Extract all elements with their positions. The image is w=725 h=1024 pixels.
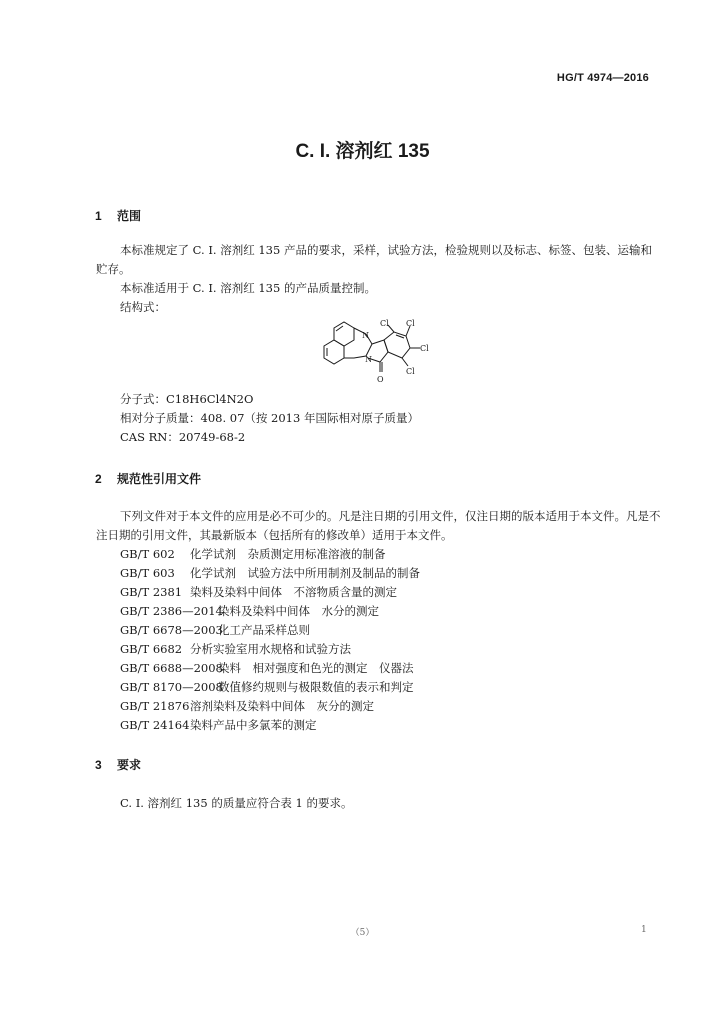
chemical-structure xyxy=(322,318,432,386)
reference-list xyxy=(120,545,420,735)
reference-code: GB/T 8170—2008 xyxy=(120,680,223,694)
reference-title: 染料及染料中间体 水分的测定 xyxy=(218,604,379,618)
document-title: C. I. 溶剂红 135 xyxy=(295,141,430,162)
formula-value: C18H6Cl4N2O xyxy=(166,392,254,406)
section-title: 范围 xyxy=(117,209,142,223)
reference-title: 染料及染料中间体 不溶物质含量的测定 xyxy=(190,585,397,599)
reference-title: 化学试剂 试验方法中所用制剂及制品的制备 xyxy=(190,566,420,580)
atom-o: O xyxy=(377,375,384,384)
atom-n-2: N xyxy=(365,355,372,364)
reference-title: 化学试剂 杂质测定用标准溶液的制备 xyxy=(190,547,386,561)
reference-item xyxy=(120,602,420,621)
section-number: 1 xyxy=(95,209,102,223)
formula-label: 分子式： xyxy=(120,392,166,406)
reference-item xyxy=(120,697,420,716)
scope-paragraph-2: 本标准适用于 C. I. 溶剂红 135 的产品质量控制。 xyxy=(120,281,376,295)
references-intro: 下列文件对于本文件的应用是必不可少的。凡是注日期的引用文件，仅注日期的版本适用于本文件。凡是不注日期的引用文件，其最新版本（包括所有的修改单）适用于本文件。 xyxy=(96,509,661,542)
atom-cl-1: Cl xyxy=(380,319,389,328)
molecular-mass: 相对分子质量：408. 07（按 2013 年国际相对原子质量） xyxy=(120,411,419,425)
reference-title: 数值修约规则与极限数值的表示和判定 xyxy=(218,680,414,694)
page-mark: 1 xyxy=(641,925,647,935)
standard-code: HG/T 4974—2016 xyxy=(556,72,649,84)
reference-item xyxy=(120,545,420,564)
section-title: 要求 xyxy=(117,758,142,772)
section-number: 3 xyxy=(95,758,102,772)
reference-item xyxy=(120,716,420,735)
atom-cl-4: Cl xyxy=(406,367,415,376)
reference-title: 化工产品采样总则 xyxy=(218,623,310,637)
reference-code: GB/T 602 xyxy=(120,547,175,561)
cas-number: CAS RN：20749-68-2 xyxy=(120,430,246,444)
atom-cl-3: Cl xyxy=(420,344,429,353)
molecular-formula xyxy=(120,390,253,409)
reference-title: 染料 相对强度和色光的测定 仪器法 xyxy=(218,661,414,675)
structure-label: 结构式： xyxy=(120,300,166,314)
atom-n-1: N xyxy=(362,331,369,340)
section-number: 2 xyxy=(95,472,102,486)
reference-item xyxy=(120,583,420,602)
reference-code: GB/T 6688—2008 xyxy=(120,661,223,675)
requirements-paragraph: C. I. 溶剂红 135 的质量应符合表 1 的要求。 xyxy=(120,796,353,810)
reference-code: GB/T 603 xyxy=(120,566,175,580)
page-number: （5） xyxy=(350,928,375,938)
section-title: 规范性引用文件 xyxy=(117,472,202,486)
reference-code: GB/T 21876 xyxy=(120,699,190,713)
reference-code: GB/T 6682 xyxy=(120,642,183,656)
reference-code: GB/T 2386—2014 xyxy=(120,604,223,618)
reference-item xyxy=(120,678,420,697)
section-3-heading xyxy=(95,756,141,773)
reference-code: GB/T 6678—2003 xyxy=(120,623,223,637)
scope-paragraph-1: 本标准规定了 C. I. 溶剂红 135 产品的要求，采样，试验方法，检验规则以及标志、标签、包装、运输和贮存。 xyxy=(96,243,652,276)
section-1-heading xyxy=(95,207,141,224)
atom-cl-2: Cl xyxy=(406,319,415,328)
reference-code: GB/T 2381 xyxy=(120,585,183,599)
section-2-heading xyxy=(95,470,201,487)
reference-item xyxy=(120,621,420,640)
reference-item xyxy=(120,640,420,659)
reference-code: GB/T 24164 xyxy=(120,718,190,732)
reference-title: 分析实验室用水规格和试验方法 xyxy=(190,642,351,656)
reference-title: 染料产品中多氯苯的测定 xyxy=(190,718,317,732)
reference-title: 溶剂染料及染料中间体 灰分的测定 xyxy=(190,699,374,713)
reference-item xyxy=(120,659,420,678)
reference-item xyxy=(120,564,420,583)
